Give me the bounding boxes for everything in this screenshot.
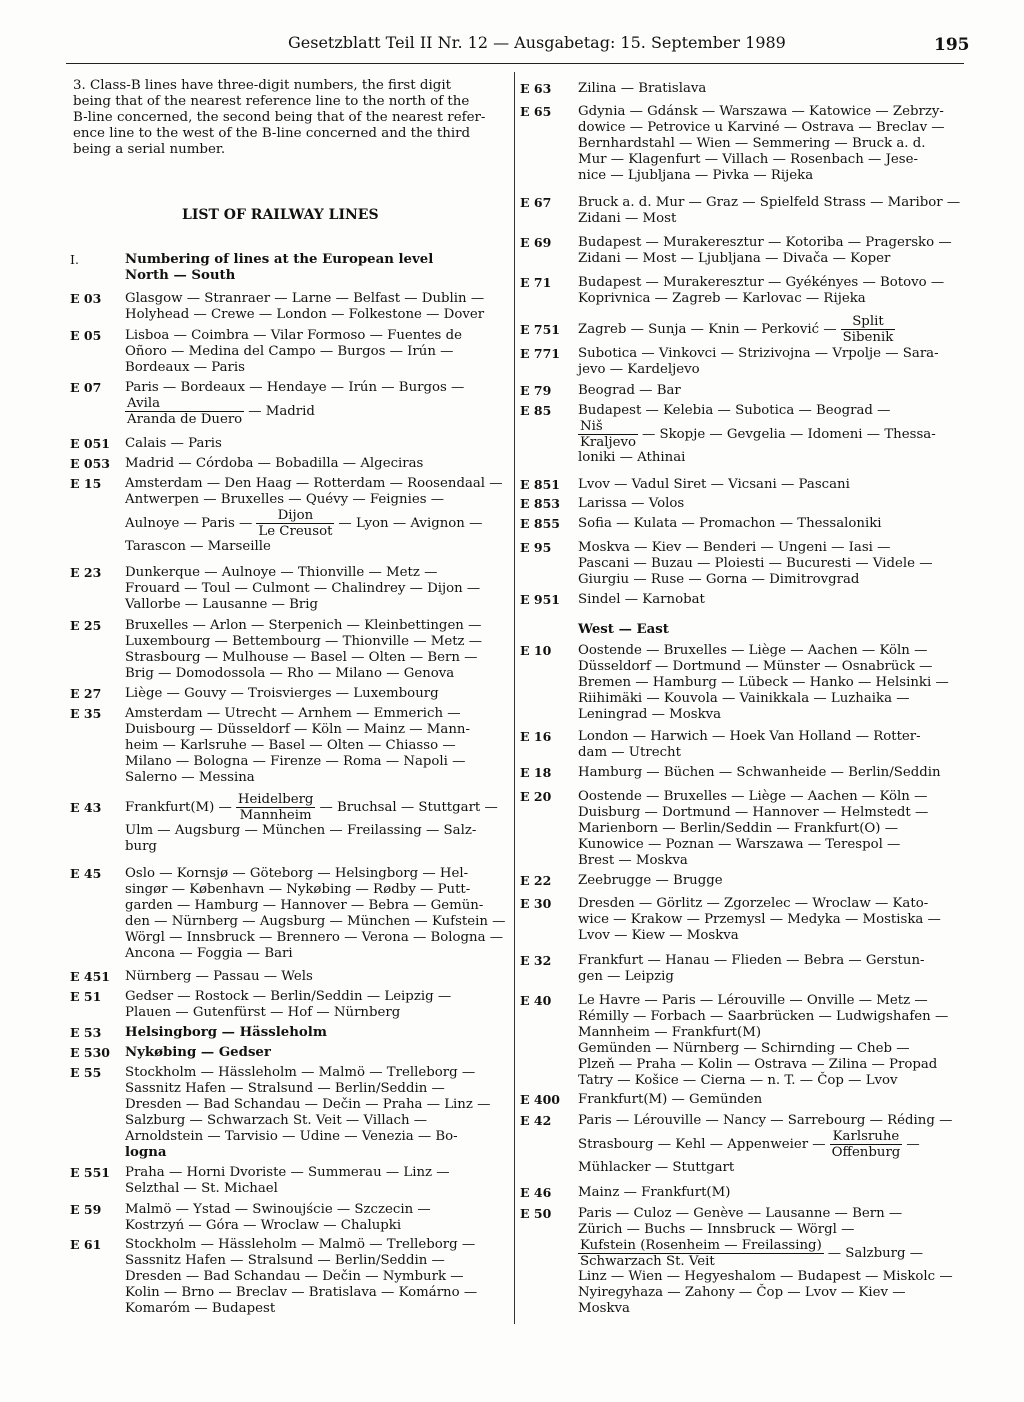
line-code: E 400	[520, 1092, 560, 1107]
route-line: Zürich — Buchs — Innsbruck — Wörgl —	[578, 1222, 855, 1237]
line-entry-e69	[520, 235, 952, 267]
line-code: E 951	[520, 592, 560, 607]
line-code: E 79	[520, 383, 552, 398]
route-line: Marienborn — Berlin/Seddin — Frankfurt(O) —	[578, 821, 899, 836]
line-entry-e18	[520, 765, 941, 781]
route-line: Dunkerque — Aulnoye — Thionville — Metz —	[125, 565, 438, 580]
route-line: Budapest — Murakeresztur — Gyékényes — Botovo —	[578, 275, 945, 290]
route-line: Lvov — Kiew — Moskva	[578, 928, 739, 943]
route-line: Lisboa — Coimbra — Vilar Formoso — Fuentes de	[125, 328, 462, 343]
line-entry-e551	[70, 1165, 450, 1197]
route-line: dowice — Petrovice u Karviné — Ostrava — Breclav —	[578, 120, 945, 135]
route-line: Bernhardstahl — Wien — Semmering — Bruck a. d.	[578, 136, 926, 151]
section-title: LIST OF RAILWAY LINES	[182, 207, 379, 223]
line-code: E 43	[70, 800, 102, 815]
route-line: Budapest — Kelebia — Subotica — Beograd —	[578, 403, 891, 418]
line-code: E 71	[520, 275, 552, 290]
route-line: Gdynia — Gdánsk — Warszawa — Katowice — Zebrzy-	[578, 104, 944, 119]
line-code: E 95	[520, 540, 552, 555]
route-line: Moskva	[578, 1301, 630, 1316]
line-code: E 751	[520, 322, 560, 337]
route-line: Gedser — Rostock — Berlin/Seddin — Leipzig —	[125, 989, 452, 1004]
branch-upper: Kufstein (Rosenheim — Freilassing)	[580, 1238, 822, 1253]
route-line: Paris — Culoz — Genève — Lausanne — Bern —	[578, 1206, 903, 1221]
column-divider	[514, 72, 515, 1324]
route-line: Kunowice — Poznan — Warszawa — Terespol —	[578, 837, 901, 852]
route-line: gen — Leipzig	[578, 969, 674, 984]
line-code: E 07	[70, 380, 102, 395]
line-entry-e16	[520, 729, 921, 761]
line-entry-e751	[520, 314, 895, 345]
route-line: Malmö — Ystad — Swinoujście — Szczecin —	[125, 1202, 431, 1217]
route-line: Sofia — Kulata — Promachon — Thessaloniki	[578, 516, 882, 531]
route-line: logna	[125, 1145, 167, 1160]
route-line: Praha — Horni Dvoriste — Summerau — Linz —	[125, 1165, 450, 1180]
branch-after: — Lyon — Avignon —	[338, 515, 483, 531]
line-code: E 63	[520, 81, 552, 96]
line-entry-e63	[520, 81, 706, 97]
branch-upper: Karlsruhe	[830, 1129, 903, 1145]
route-line: Stockholm — Hässleholm — Malmö — Trelleborg —	[125, 1065, 476, 1080]
line-entry-e771	[520, 346, 939, 378]
branch-lower: Le Creusot	[258, 524, 333, 539]
line-entry-e23	[70, 565, 480, 613]
route-line: nice — Ljubljana — Pivka — Rijeka	[578, 168, 814, 183]
route-line: Rémilly — Forbach — Saarbrücken — Ludwigshafen —	[578, 1009, 949, 1024]
line-entry-e32	[520, 953, 925, 985]
line-code: E 20	[520, 789, 552, 804]
branch-line	[578, 1129, 952, 1160]
route-line: jevo — Kardeljevo	[578, 362, 700, 377]
line-code: E 853	[520, 496, 560, 511]
note-line: being that of the nearest reference line to the north of the	[73, 94, 470, 109]
line-entry-e20	[520, 789, 928, 869]
line-entry-e951	[520, 592, 705, 608]
line-entry-e55	[70, 1065, 490, 1161]
route-line: Stockholm — Hässleholm — Malmö — Trelleborg —	[125, 1237, 476, 1252]
route-line: Duisbourg — Düsseldorf — Köln — Mainz — Mann-	[125, 722, 470, 737]
line-entry-e07	[70, 380, 464, 427]
route-line: Mainz — Frankfurt(M)	[578, 1185, 731, 1200]
route-line: Sassnitz Hafen — Stralsund — Berlin/Seddin —	[125, 1081, 445, 1096]
line-code: E 053	[70, 456, 110, 471]
branch-line	[578, 314, 895, 345]
route-line: London — Harwich — Hoek Van Holland — Rotter-	[578, 729, 921, 744]
line-entry-e85	[520, 403, 936, 466]
line-entry-e03	[70, 291, 484, 323]
route-line: Oñoro — Medina del Campo — Burgos — Irún —	[125, 344, 454, 359]
route-line: Giurgiu — Ruse — Gorna — Dimitrovgrad	[578, 572, 860, 587]
branch-line	[125, 792, 498, 823]
line-code: E 23	[70, 565, 102, 580]
route-line: Amsterdam — Den Haag — Rotterdam — Roosendaal —	[125, 476, 503, 491]
route-line: Riihimäki — Kouvola — Vainikkala — Luzhaika —	[578, 691, 910, 706]
route-line: Milano — Bologna — Firenze — Roma — Napoli —	[125, 754, 466, 769]
branch-line	[125, 508, 503, 539]
route-line: Bruxelles — Arlon — Sterpenich — Kleinbettingen —	[125, 618, 482, 633]
line-entry-e053	[70, 456, 423, 472]
route-line: Paris — Lérouville — Nancy — Sarrebourg — Réding —	[578, 1113, 953, 1128]
line-entry-e25	[70, 618, 482, 682]
line-entry-e65	[520, 104, 945, 184]
route-line: Helsingborg — Hässleholm	[125, 1025, 327, 1040]
line-entry-e95	[520, 540, 933, 588]
branch-before: Frankfurt(M) —	[125, 799, 232, 815]
route-line: Oostende — Bruxelles — Liège — Aachen — Köln —	[578, 643, 928, 658]
route-line: Duisburg — Dortmund — Hannover — Helmstedt —	[578, 805, 929, 820]
line-entry-e71	[520, 275, 944, 307]
section-heading	[70, 252, 433, 284]
route-line: Düsseldorf — Dortmund — Münster — Osnabrück —	[578, 659, 933, 674]
line-code: E 03	[70, 291, 102, 306]
route-line: Subotica — Vinkovci — Strizivojna — Vrpolje — Sara-	[578, 346, 939, 361]
line-code: E 65	[520, 104, 552, 119]
line-entry-e46	[520, 1185, 730, 1201]
line-entry-e451	[70, 969, 313, 985]
branch-after: — Salzburg —	[827, 1245, 924, 1261]
route-line: Salzburg — Schwarzach St. Veit — Villach —	[125, 1113, 428, 1128]
route-line: Paris — Bordeaux — Hendaye — Irún — Burgos —	[125, 380, 465, 395]
note-line: 3. Class-B lines have three-digit numbers, the first digit	[73, 78, 451, 93]
line-entry-e530	[70, 1045, 271, 1061]
line-entry-e35	[70, 706, 470, 786]
branch-fraction	[578, 1238, 824, 1269]
route-line: Plauen — Gutenfürst — Hof — Nürnberg	[125, 1005, 401, 1020]
line-code: E 85	[520, 403, 552, 418]
line-code: E 30	[520, 896, 552, 911]
route-line: Tatry — Košice — Cierna — n. T. — Čop — Lvov	[578, 1073, 898, 1088]
route-line: Madrid — Córdoba — Bobadilla — Algeciras	[125, 456, 424, 471]
route-line: loniki — Athinai	[578, 450, 686, 465]
route-line: Kolin — Brno — Breclav — Bratislava — Komárno —	[125, 1285, 478, 1300]
line-entry-e79	[520, 383, 681, 399]
route-line: Budapest — Murakeresztur — Kotoriba — Pragersko —	[578, 235, 952, 250]
route-line: Dresden — Bad Schandau — Dečin — Nymburk —	[125, 1269, 464, 1284]
route-line: wice — Krakow — Przemysl — Medyka — Mostiska —	[578, 912, 941, 927]
branch-before: Strasbourg — Kehl — Appenweier —	[578, 1136, 826, 1152]
branch-before: Zagreb — Sunja — Knin — Perković —	[578, 321, 837, 337]
route-line: Frankfurt — Hanau — Flieden — Bebra — Gerstun-	[578, 953, 925, 968]
route-line: Zidani — Most — Ljubljana — Divača — Koper	[578, 251, 891, 266]
line-code: E 18	[520, 765, 552, 780]
route-line: Brig — Domodossola — Rho — Milano — Genova	[125, 666, 455, 681]
route-line: Frankfurt(M) — Gemünden	[578, 1092, 763, 1107]
branch-upper: Dijon	[256, 508, 334, 524]
note-line: being a serial number.	[73, 142, 226, 157]
line-code: E 05	[70, 328, 102, 343]
route-line: Ulm — Augsburg — München — Freilassing — Salz-	[125, 823, 477, 838]
section-heading-text: Numbering of lines at the European level	[125, 252, 434, 267]
route-line: Zilina — Bratislava	[578, 81, 707, 96]
route-line: Sindel — Karnobat	[578, 592, 705, 607]
route-line: Salerno — Messina	[125, 770, 255, 785]
route-line: Arnoldstein — Tarvisio — Udine — Venezia — Bo-	[125, 1129, 458, 1144]
branch-fraction	[256, 508, 334, 539]
line-entry-e51	[70, 989, 451, 1021]
note-paragraph	[73, 78, 508, 158]
line-entry-e05	[70, 328, 462, 376]
line-code: E 59	[70, 1202, 102, 1217]
line-code: E 451	[70, 969, 110, 984]
branch-lower: Schwarzach St. Veit	[580, 1254, 715, 1269]
branch-upper: Split	[841, 314, 896, 330]
route-line: Tarascon — Marseille	[125, 539, 271, 554]
route-line: Frouard — Toul — Culmont — Chalindrey — Dijon —	[125, 581, 481, 596]
route-line: Bruck a. d. Mur — Graz — Spielfeld Strass — Maribor —	[578, 195, 961, 210]
branch-fraction	[236, 792, 316, 823]
branch-lower: Aranda de Duero	[127, 412, 243, 427]
branch-line	[125, 396, 464, 427]
branch-after: — Bruchsal — Stuttgart —	[319, 799, 498, 815]
line-entry-e40	[520, 993, 948, 1089]
route-line: Mannheim — Frankfurt(M)	[578, 1025, 762, 1040]
line-code: E 25	[70, 618, 102, 633]
line-code: E 051	[70, 436, 110, 451]
line-code: E 46	[520, 1185, 552, 1200]
route-line: Kostrzyń — Góra — Wroclaw — Chalupki	[125, 1218, 402, 1233]
line-code: E 51	[70, 989, 102, 1004]
route-line: Bremen — Hamburg — Lübeck — Hanko — Helsinki —	[578, 675, 949, 690]
route-line: Oostende — Bruxelles — Liège — Aachen — Köln —	[578, 789, 928, 804]
route-line: Vallorbe — Lausanne — Brig	[125, 597, 319, 612]
route-line: Oslo — Kornsjø — Göteborg — Helsingborg — Hel-	[125, 866, 469, 881]
branch-after: — Madrid	[248, 403, 315, 419]
line-code: E 45	[70, 866, 102, 881]
branch-lower: Mannheim	[239, 808, 312, 823]
route-line: Wörgl — Innsbruck — Brennero — Verona — Bologna —	[125, 930, 504, 945]
route-line: Le Havre — Paris — Lérouville — Onville — Metz —	[578, 993, 928, 1008]
route-line: Plzeň — Praha — Kolin — Ostrava — Zilina — Propad	[578, 1057, 938, 1072]
route-line: garden — Hamburg — Hannover — Bebra — Gemün-	[125, 898, 484, 913]
line-entry-e27	[70, 686, 439, 702]
running-header	[0, 33, 1024, 63]
route-line: Leningrad — Moskva	[578, 707, 722, 722]
branch-fraction	[841, 314, 896, 345]
line-entry-e10	[520, 643, 949, 723]
line-entry-e22	[520, 873, 723, 889]
line-entry-e30	[520, 896, 941, 944]
line-code: E 851	[520, 477, 560, 492]
line-code: E 10	[520, 643, 552, 658]
line-entry-e43	[70, 792, 498, 855]
route-line: Bordeaux — Paris	[125, 360, 245, 375]
header-title: Gesetzblatt Teil II Nr. 12 — Ausgabetag: 15. September 1989	[288, 33, 786, 52]
line-code: E 53	[70, 1025, 102, 1040]
route-line: Nyiregyhaza — Zahony — Čop — Lvov — Kiev —	[578, 1285, 906, 1300]
route-line: Antwerpen — Bruxelles — Quévy — Feignies —	[125, 492, 445, 507]
branch-upper: Heidelberg	[237, 792, 314, 807]
route-line: Holyhead — Crewe — London — Folkestone — Dover	[125, 307, 485, 322]
line-code: E 67	[520, 195, 552, 210]
section-subheading: North — South	[125, 268, 236, 283]
line-code: E 15	[70, 476, 102, 491]
route-line: Larissa — Volos	[578, 496, 685, 511]
route-line: Zeebrugge — Brugge	[578, 873, 723, 888]
route-line: Moskva — Kiev — Benderi — Ungeni — Iasi —	[578, 540, 891, 555]
line-entry-e61	[70, 1237, 477, 1317]
route-line: Komaróm — Budapest	[125, 1301, 276, 1316]
branch-line	[578, 419, 936, 450]
route-line: Gemünden — Nürnberg — Schirnding — Cheb —	[578, 1041, 910, 1056]
route-line: singør — København — Nykøbing — Rødby — Putt-	[125, 882, 471, 897]
line-code: E 22	[520, 873, 552, 888]
line-code: E 530	[70, 1045, 110, 1060]
branch-fraction	[125, 396, 244, 427]
line-code: E 35	[70, 706, 102, 721]
route-line: Strasbourg — Mulhouse — Basel — Olten — Bern —	[125, 650, 478, 665]
route-line: den — Nürnberg — Augsburg — München — Kufstein —	[125, 914, 506, 929]
line-entry-e15	[70, 476, 503, 555]
section-number: I.	[70, 252, 79, 267]
route-line: Hamburg — Büchen — Schwanheide — Berlin/Seddin	[578, 765, 941, 780]
route-line: Ancona — Foggia — Bari	[125, 946, 293, 961]
route-line: Linz — Wien — Hegyeshalom — Budapest — Miskolc —	[578, 1269, 953, 1284]
route-line: Nykøbing — Gedser	[125, 1045, 271, 1060]
route-line: Zidani — Most	[578, 211, 677, 226]
route-line: Lvov — Vadul Siret — Vicsani — Pascani	[578, 477, 850, 492]
line-entry-e851	[520, 477, 850, 493]
route-line: Liège — Gouvy — Troisvierges — Luxembourg	[125, 686, 439, 701]
line-code: E 50	[520, 1206, 552, 1221]
subsection-heading: West — East	[578, 622, 669, 637]
note-line: ence line to the west of the B-line concerned and the third	[73, 126, 471, 141]
branch-lower: Offenburg	[831, 1145, 901, 1160]
route-line: Beograd — Bar	[578, 383, 681, 398]
route-line: Amsterdam — Utrecht — Arnhem — Emmerich —	[125, 706, 461, 721]
line-code: E 771	[520, 346, 560, 361]
line-code: E 61	[70, 1237, 102, 1252]
branch-lower: Sibenik	[842, 330, 894, 345]
line-entry-e051	[70, 436, 222, 452]
route-line: Brest — Moskva	[578, 853, 688, 868]
line-code: E 551	[70, 1165, 110, 1180]
line-code: E 69	[520, 235, 552, 250]
route-line: Calais — Paris	[125, 436, 222, 451]
line-code: E 42	[520, 1113, 552, 1128]
line-entry-e400	[520, 1092, 762, 1108]
route-line: Nürnberg — Passau — Wels	[125, 969, 313, 984]
route-line: Luxembourg — Bettembourg — Thionville — Metz —	[125, 634, 483, 649]
line-entry-e45	[70, 866, 505, 962]
branch-fraction	[578, 419, 638, 450]
page-number: 195	[934, 35, 970, 55]
route-line: Dresden — Bad Schandau — Dečin — Praha — Linz —	[125, 1097, 491, 1112]
route-line: Mühlacker — Stuttgart	[578, 1160, 735, 1175]
route-line: Glasgow — Stranraer — Larne — Belfast — Dublin —	[125, 291, 485, 306]
line-entry-e67	[520, 195, 960, 227]
route-line: heim — Karlsruhe — Basel — Olten — Chiasso —	[125, 738, 456, 753]
line-entry-e53	[70, 1025, 327, 1041]
branch-after: — Skopje — Gevgelia — Idomeni — Thessa-	[641, 426, 936, 442]
line-code: E 27	[70, 686, 102, 701]
branch-fraction	[830, 1129, 903, 1160]
line-entry-e50	[520, 1206, 953, 1317]
route-line: burg	[125, 839, 157, 854]
line-code: E 40	[520, 993, 552, 1008]
line-entry-e853	[520, 496, 684, 512]
line-code: E 855	[520, 516, 560, 531]
line-entry-e855	[520, 516, 882, 532]
route-line: dam — Utrecht	[578, 745, 681, 760]
route-line: Pascani — Buzau — Ploiesti — Bucuresti — Videle —	[578, 556, 933, 571]
route-line: Dresden — Görlitz — Zgorzelec — Wroclaw — Kato-	[578, 896, 929, 911]
line-entry-e42	[520, 1113, 952, 1176]
branch-upper: Niš	[578, 419, 638, 435]
branch-line	[578, 1238, 953, 1269]
west-east-heading	[520, 622, 669, 638]
branch-before: Aulnoye — Paris —	[125, 515, 253, 531]
line-code: E 32	[520, 953, 552, 968]
route-line: Mur — Klagenfurt — Villach — Rosenbach — Jese-	[578, 152, 918, 167]
branch-after: —	[906, 1136, 920, 1152]
route-line: Sassnitz Hafen — Stralsund — Berlin/Seddin —	[125, 1253, 445, 1268]
line-code: E 55	[70, 1065, 102, 1080]
route-line: Selzthal — St. Michael	[125, 1181, 278, 1196]
branch-upper: Avila	[125, 396, 244, 412]
route-line: Koprivnica — Zagreb — Karlovac — Rijeka	[578, 291, 866, 306]
branch-lower: Kraljevo	[580, 435, 636, 450]
line-entry-e59	[70, 1202, 431, 1234]
line-code: E 16	[520, 729, 552, 744]
header-rule	[66, 63, 964, 64]
note-line: B-line concerned, the second being that of the nearest refer-	[73, 110, 486, 125]
